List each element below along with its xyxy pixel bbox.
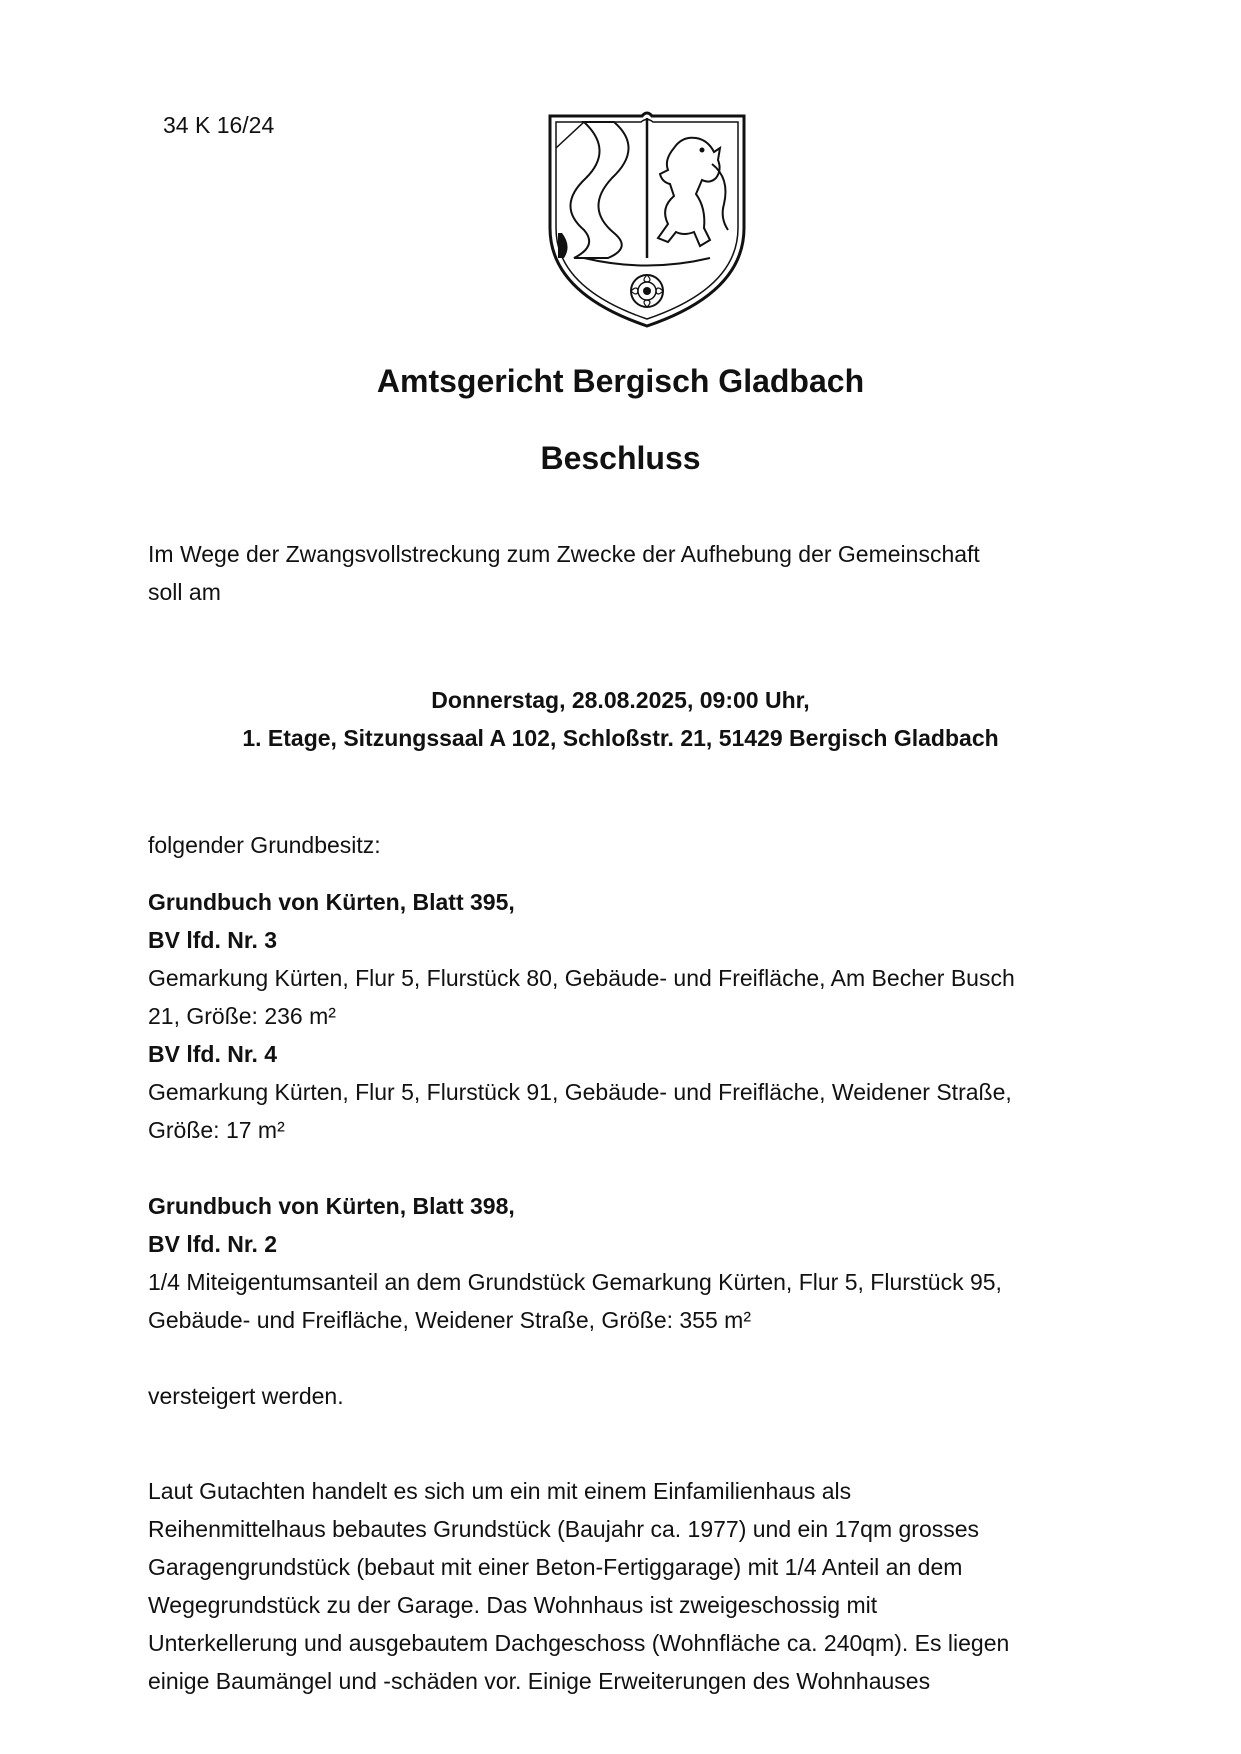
- document-title: Beschluss: [540, 440, 701, 476]
- bv-4-line-1: Gemarkung Kürten, Flur 5, Flurstück 91, Gebäude- und Freifläche, Weidener Straße,: [148, 1079, 1012, 1105]
- bv-2-line-1: 1/4 Miteigentumsanteil an dem Grundstück Gemarkung Kürten, Flur 5, Flurstück 95,: [148, 1269, 1002, 1295]
- bv-4-heading: BV lfd. Nr. 4: [148, 1041, 278, 1067]
- bv-3-line-1: Gemarkung Kürten, Flur 5, Flurstück 80, Gebäude- und Freifläche, Am Becher Busch: [148, 965, 1015, 991]
- termin-date: Donnerstag, 28.08.2025, 09:00 Uhr,: [431, 687, 810, 713]
- bv-3-heading: BV lfd. Nr. 3: [148, 927, 278, 953]
- blatt-395-heading: Grundbuch von Kürten, Blatt 395,: [148, 889, 515, 915]
- gutachten-line-6: einige Baumängel und -schäden vor. Einige Erweiterungen des Wohnhauses: [148, 1668, 931, 1694]
- bv-3-line-2: 21, Größe: 236 m²: [148, 1003, 336, 1029]
- grundbesitz-label: folgender Grundbesitz:: [148, 832, 381, 858]
- gutachten-line-1: Laut Gutachten handelt es sich um ein mit einem Einfamilienhaus als: [148, 1478, 852, 1504]
- intro-line-2: soll am: [148, 579, 221, 605]
- versteigert-text: versteigert werden.: [148, 1383, 344, 1409]
- gutachten-line-5: Unterkellerung und ausgebautem Dachgeschoss (Wohnfläche ca. 240qm). Es liegen: [148, 1630, 1010, 1656]
- bv-2-heading: BV lfd. Nr. 2: [148, 1231, 278, 1257]
- gutachten-line-3: Garagengrundstück (bebaut mit einer Beton-Fertiggarage) mit 1/4 Anteil an dem: [148, 1554, 963, 1580]
- bv-4-line-2: Größe: 17 m²: [148, 1117, 285, 1143]
- intro-line-1: Im Wege der Zwangsvollstreckung zum Zwecke der Aufhebung der Gemeinschaft: [148, 541, 980, 567]
- gutachten-line-4: Wegegrundstück zu der Garage. Das Wohnhaus ist zweigeschossig mit: [148, 1592, 878, 1618]
- court-name: Amtsgericht Bergisch Gladbach: [376, 363, 865, 399]
- nrw-coat-of-arms-icon: [544, 108, 750, 330]
- bv-2-line-2: Gebäude- und Freifläche, Weidener Straße, Größe: 355 m²: [148, 1307, 751, 1333]
- termin-location: 1. Etage, Sitzungssaal A 102, Schloßstr. 21, 51429 Bergisch Gladbach: [242, 725, 999, 751]
- aktenzeichen: 34 K 16/24: [163, 112, 275, 138]
- blatt-398-heading: Grundbuch von Kürten, Blatt 398,: [148, 1193, 515, 1219]
- gutachten-line-2: Reihenmittelhaus bebautes Grundstück (Baujahr ca. 1977) und ein 17qm grosses: [148, 1516, 980, 1542]
